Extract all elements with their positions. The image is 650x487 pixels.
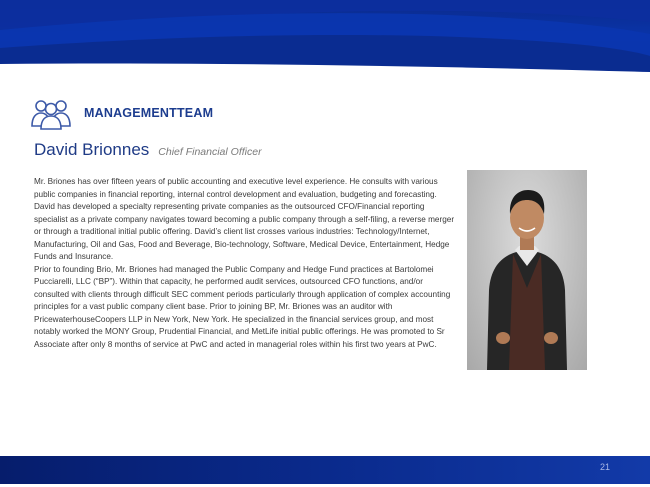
section-heading	[30, 96, 213, 130]
person-portrait-graphic	[467, 170, 587, 370]
bio-paragraph: Mr. Briones has over fifteen years of public accounting and executive level experience. He consults with various public companies in financial reporting, internal control development and evaluation, budgeting and forecasting. David has developed a specialty representing private companies as the outsourced CFO/Financial reporting specialist as a private company navigates toward becoming a public company through a self-filing, a reverse merger or through a traditional initial public offering. David’s client list crosses various industries: Technology/Internet, Manufacturing, Oil and Gas, Food and Beverage, Bio-technology, Software, Medical Device, Entertainment, Hedge Funds and Insurance.	[34, 177, 455, 261]
section-title: MANAGEMENTTEAM	[84, 106, 214, 120]
header-banner	[0, 0, 650, 80]
person-role: Chief Financial Officer	[158, 146, 262, 158]
footer-bar	[0, 456, 650, 484]
page-number: 21	[599, 462, 610, 472]
biography	[34, 176, 458, 351]
bio-paragraph: Prior to founding Brio, Mr. Briones had managed the Public Company and Hedge Fund practices at Bartolomei Pucciarelli, LLC (“BP”). Within that capacity, he performed audit services, outsourced CFO functions, and/or consulted with clients through difficult SEC comment periods particularly through application of complex accounting principles for a vast public company client base. Prior to joining BP, Mr. Briones was an auditor with PricewaterhouseCoopers LLP in New York, New York. He specialized in the financial services group, and most notably worked the MONY Group, Prudential Financial, and MetLife initial public offerings. He was promoted to Sr Associate after only 8 months of service at PwC and acted in managerial roles within his first two years at PwC.	[34, 264, 451, 349]
profile-photo	[467, 170, 587, 370]
people-group-icon	[30, 96, 72, 130]
person-name: David Brionnes	[34, 140, 150, 159]
person-header	[34, 140, 262, 160]
header-wave-graphic	[0, 0, 650, 80]
